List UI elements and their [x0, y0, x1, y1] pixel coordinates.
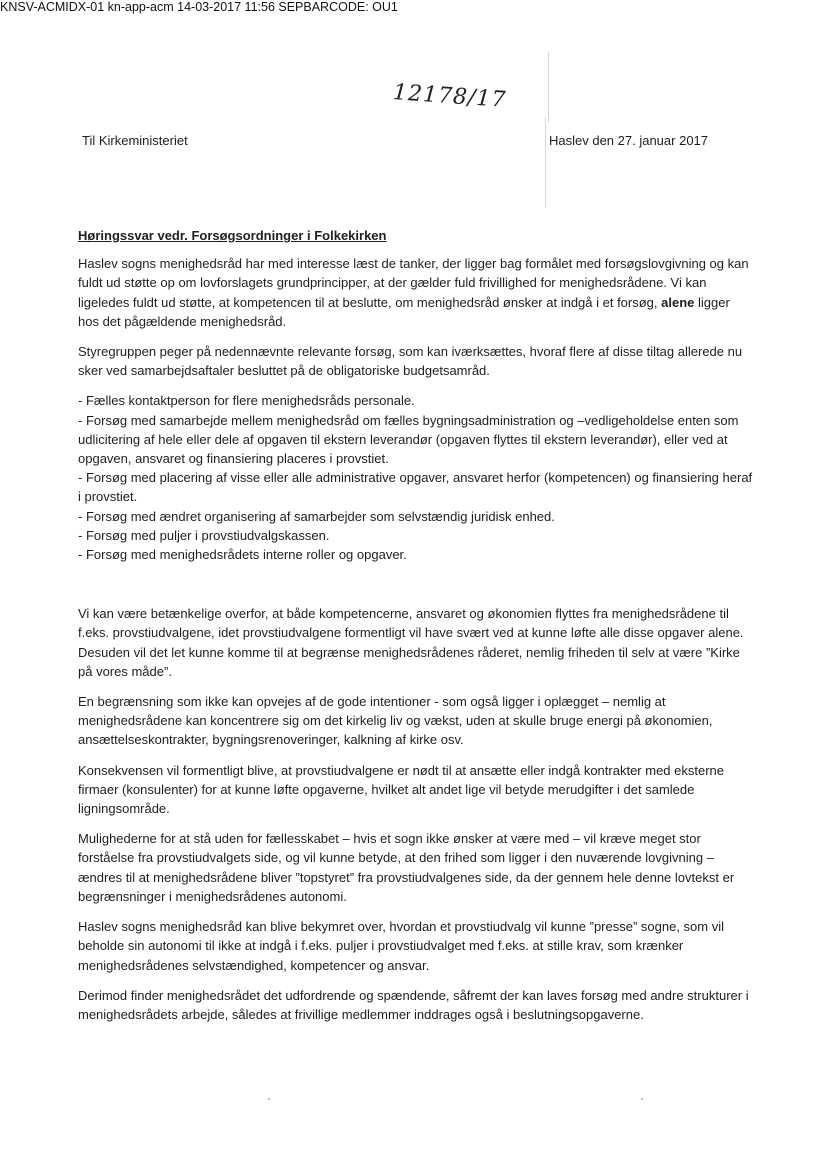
proposal-list [78, 391, 753, 564]
scan-margin-line [545, 118, 546, 208]
place-and-date: Haslev den 27. januar 2017 [549, 133, 709, 148]
emphasis-text: alene [661, 294, 695, 310]
list-item: - Forsøg med puljer i provstiudvalgskassen. [78, 527, 330, 543]
paragraph: Konsekvensen vil formentligt blive, at provstiudvalgene er nødt til at ansætte eller indgå kontrakter med eksterne firmaer (konsulenter) for at kunne løfte opgaverne, hvilket alt andet lige vil betyde merudgifter i det samlede ligningsområde. [78, 762, 725, 817]
paragraph: Derimod finder menighedsrådet det udfordrende og spændende, såfremt der kan laves forsøg med andre strukturer i menighedsrådets arbejde, således at frivillige medlemmer inddrages også i beslutningsopgaverne. [78, 987, 749, 1022]
handwritten-journal-number: 12178/17 [392, 80, 508, 113]
paragraph [78, 254, 753, 331]
scan-speck [268, 1098, 270, 1100]
list-item: - Forsøg med placering af visse eller alle administrative opgaver, ansvaret herfor (kompetencen) og finansiering heraf i provstiet. [78, 470, 753, 505]
fax-header: KNSV-ACMIDX-01 kn-app-acm 14-03-2017 11:56 SEPBARCODE: OU1 [0, 0, 398, 14]
scan-speck [641, 1098, 643, 1100]
paragraph: Mulighederne for at stå uden for fællesskabet – hvis et sogn ikke ønsker at være med – vil kræve meget stor forståelse fra provstiudvalgets side, og vil kunne betyde, at den frihed som ligger i den nuværende lovgivning – ændres til at menighedsrådene bliver ”topstyret” fra provstiudvalgenes side, da der gennem hele denne lovtekst er begrænsninger i menighedsrådenes autonomi. [78, 831, 735, 904]
paragraph: Styregruppen peger på nedennævnte relevante forsøg, som kan iværksættes, hvoraf flere af disse tiltag allerede nu sker ved samarbejdsaftaler besluttet på de obligatoriske budgetsamråd. [78, 344, 743, 379]
letter-body [78, 226, 753, 1035]
paragraph: En begrænsning som ikke kan opvejes af de gode intentioner - som også ligger i oplægget – nemlig at menighedsrådene kan koncentrere sig om det kirkelig liv og vækst, uden at skulle bruge energi på økonomien, ansættelseskontrakter, bygningsrenoveringer, kalkning af kirke osv. [78, 694, 713, 748]
list-item: - Forsøg med ændret organisering af samarbejder som selvstændig juridisk enhed. [78, 508, 555, 524]
recipient: Til Kirkeministeriet [82, 133, 188, 148]
list-item: - Forsøg med menighedsrådets interne roller og opgaver. [78, 547, 407, 563]
list-item: - Forsøg med samarbejde mellem menighedsråd om fælles bygningsadministration og –vedligeholdelse enten som udlicitering af hele eller dele af opgaven til ekstern leverandør (opgaven flyttes til ekstern leverandør), eller ved at opgaven, ansvaret og finansiering placeres i provstiet. [78, 412, 739, 467]
paragraph-text: Haslev sogns menighedsråd har med interesse læst de tanker, der ligger bag formålet med forsøgslovgivning og kan fuldt ud støtte op om lovforslagets grundprincipper, at der gælder fuld frivillighed for menighedsrådene. Vi kan ligeledes fuldt ud støtte, at kompetencen til at beslutte, om menighedsråd ønsker at indgå i et forsøg, [78, 256, 749, 310]
subject-heading: Høringssvar vedr. Forsøgsordninger i Folkekirken [78, 228, 387, 243]
paragraph: Vi kan være betænkelige overfor, at både kompetencerne, ansvaret og økonomien flyttes fra menighedsrådene til f.eks. provstiudvalgene, idet provstiudvalgene formentligt vil have svært ved at kunne løfte alle disse opgaver alene. Desuden vil det let kunne komme til at begrænse menighedsrådenes råderet, nemlig friheden til selv at være ”Kirke på vores måde”. [78, 606, 744, 679]
scan-margin-line [548, 52, 549, 122]
paragraph: Haslev sogns menighedsråd kan blive bekymret over, hvordan et provstiudvalg vil kunne ”presse” sogne, som vil beholde sin autonomi til ikke at indgå i f.eks. puljer i provstiudvalget med f.eks. at stille krav, som krænker menighedsrådenes selvstændighed, kompetencer og ansvar. [78, 919, 724, 973]
list-item: - Fælles kontaktperson for flere menighedsråds personale. [78, 393, 415, 409]
paragraph-text: ligger hos det pågældende menighedsråd. [78, 294, 730, 329]
